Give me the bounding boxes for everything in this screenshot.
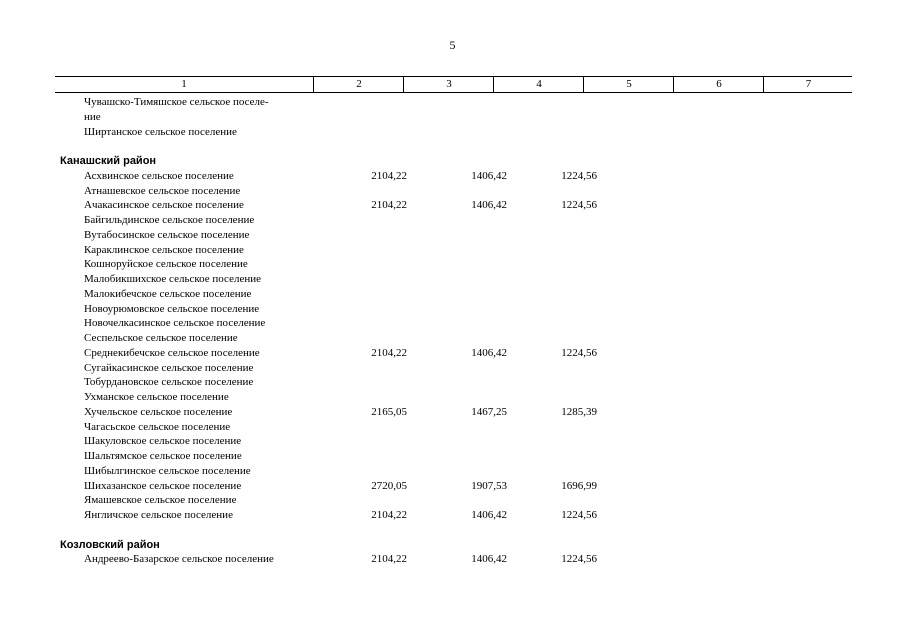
settlement-name: Ямашевское сельское поселение [84,494,237,507]
table-row [55,316,852,331]
value-col-2: 2720,05 [371,479,407,492]
settlement-name: Новочелкасинское сельское поселение [84,317,266,330]
settlement-name: Сеспельское сельское поселение [84,332,238,344]
settlement-name: Байгильдинское сельское поселение [84,214,255,226]
table-row [55,257,852,272]
table-header-row [55,76,852,93]
spacer-row [55,523,852,538]
table-row [55,228,852,243]
settlement-name: Малокибечское сельское поселение [84,287,252,300]
value-col-4: 1285,39 [561,405,597,418]
settlement-name: Шальтямское сельское поселение [84,450,242,462]
settlement-name: Шакуловское сельское поселение [84,435,242,448]
value-col-3: 1406,42 [471,169,507,182]
table-row [55,552,852,567]
table-row [55,375,852,390]
header-cell-3: 3 [403,77,494,92]
header-cell-6: 6 [673,77,764,92]
page-number: 5 [449,38,456,52]
settlement-name: Ухманское сельское поселение [84,391,229,403]
district-heading-row [55,154,852,169]
settlement-name: Караклинское сельское поселение [84,243,244,256]
table-body [55,95,852,567]
table-row [55,346,852,361]
table-row [55,95,852,110]
table-row [55,198,852,213]
settlement-name: Чувашско-Тимяшское сельское поселе- [84,96,269,108]
table-row [55,449,852,464]
district-name: Козловский район [60,538,160,551]
table-row [55,184,852,199]
table-row [55,302,852,317]
value-col-2: 2165,05 [371,405,407,418]
settlement-name: Шихазанское сельское поселение [84,479,242,492]
value-col-2: 2104,22 [371,199,407,212]
value-col-3: 1467,25 [471,405,507,418]
table-row [55,272,852,287]
table-row [55,434,852,449]
table-row [55,405,852,420]
table-row [55,361,852,376]
settlement-name: Янгличское сельское поселение [84,509,233,521]
settlement-name: Тобурдановское сельское поселение [84,376,254,389]
table-row [55,508,852,523]
table-row [55,243,852,258]
settlement-name: Ширтанское сельское поселение [84,125,237,138]
value-col-4: 1224,56 [561,346,597,359]
table-row [55,213,852,228]
header-cell-4: 4 [493,77,584,92]
settlement-name: Шибылгинское сельское поселение [84,464,251,477]
table-row [55,493,852,508]
settlement-name: ние [84,110,101,123]
settlement-name: Андреево-Базарское сельское поселение [84,553,274,566]
value-col-4: 1696,99 [561,479,597,492]
spacer-row [55,139,852,154]
value-col-3: 1406,42 [471,199,507,212]
table-row [55,420,852,435]
settlement-name: Сугайкасинское сельское поселение [84,361,254,374]
settlement-name: Чагасьское сельское поселение [84,420,231,433]
table-row [55,110,852,125]
district-name: Канашский район [60,155,157,167]
value-col-3: 1406,42 [471,346,507,359]
value-col-4: 1224,56 [561,553,597,566]
settlement-name: Малобикшихское сельское поселение [84,273,261,285]
settlement-name: Вутабосинское сельское поселение [84,228,250,241]
settlement-name: Хучельское сельское поселение [84,405,233,418]
district-heading-row [55,538,852,553]
value-col-3: 1406,42 [471,553,507,566]
table-row [55,287,852,302]
table-row [55,169,852,184]
header-cell-5: 5 [583,77,674,92]
header-cell-7: 7 [763,77,853,92]
table-row [55,125,852,140]
settlement-name: Ачакасинское сельское поселение [84,199,244,212]
table-row [55,464,852,479]
settlement-name: Атнашевское сельское поселение [84,184,241,197]
value-col-3: 1907,53 [471,479,507,492]
settlement-name: Новоурюмовское сельское поселение [84,302,260,315]
settlement-name: Среднекибечское сельское поселение [84,346,260,359]
value-col-2: 2104,22 [371,509,407,521]
value-col-4: 1224,56 [561,169,597,182]
value-col-3: 1406,42 [471,509,507,521]
value-col-2: 2104,22 [371,169,407,182]
header-cell-2: 2 [313,77,404,92]
table-row [55,331,852,346]
settlement-name: Кошноруйское сельское поселение [84,258,248,271]
value-col-2: 2104,22 [371,553,407,566]
table-row [55,390,852,405]
table-row [55,479,852,494]
header-cell-1: 1 [181,78,187,90]
settlement-name: Асхвинское сельское поселение [84,169,234,182]
value-col-4: 1224,56 [561,199,597,212]
value-col-2: 2104,22 [371,346,407,359]
value-col-4: 1224,56 [561,509,597,521]
